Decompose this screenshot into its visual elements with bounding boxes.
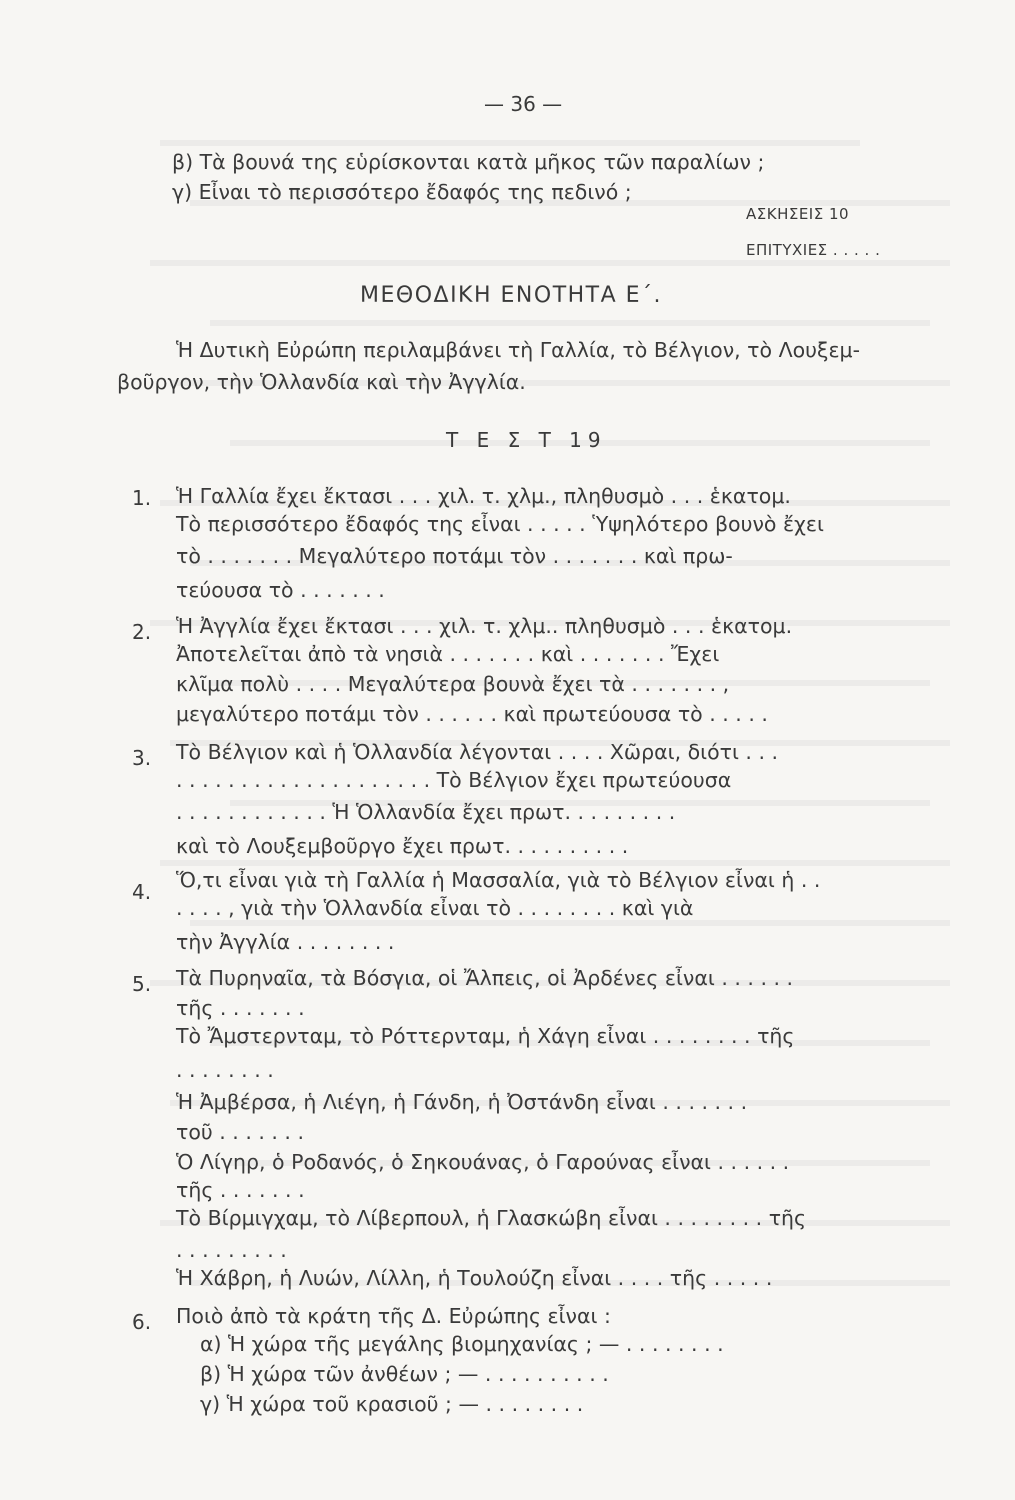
- item-line: Τὸ Βέλγιον καὶ ἡ Ὁλλανδία λέγονται . . . . Χῶραι, διότι . . .: [176, 740, 778, 764]
- sub-question: α) Ἡ χώρα τῆς μεγάλης βιομηχανίας ; — . . . . . . . .: [200, 1332, 724, 1356]
- intro-line: γ) Εἶναι τὸ περισσότερο ἔδαφός της πεδινό ;: [172, 180, 632, 204]
- intro-line: β) Τὰ βουνά της εὑρίσκονται κατὰ μῆκος τῶν παραλίων ;: [172, 150, 765, 174]
- item-line: κλῖμα πολὺ . . . . Μεγαλύτερα βουνὰ ἔχει τὰ . . . . . . . ,: [176, 672, 730, 696]
- item-line: τῆς . . . . . . .: [176, 1178, 305, 1202]
- item-line: Ἡ Γαλλία ἔχει ἔκτασι . . . χιλ. τ. χλμ., πληθυσμὸ . . . ἑκατομ.: [176, 484, 791, 508]
- item-line: Ἡ Χάβρη, ἡ Λυών, Λίλλη, ἡ Τουλούζη εἶναι . . . . τῆς . . . . .: [176, 1266, 773, 1290]
- successes-count: ΕΠΙΤΥΧΙΕΣ . . . . .: [746, 241, 881, 259]
- item-line: . . . . . . . . . . . . Ἡ Ὁλλανδία ἔχει πρωτ. . . . . . . . .: [176, 800, 676, 824]
- item-number: 5.: [132, 972, 152, 996]
- item-line: Ὅ,τι εἶναι γιὰ τὴ Γαλλία ἡ Μασσαλία, γιὰ τὸ Βέλγιον εἶναι ἡ . .: [176, 868, 821, 892]
- item-line: Ποιὸ ἀπὸ τὰ κράτη τῆς Δ. Εὐρώπης εἶναι :: [176, 1304, 611, 1328]
- item-line: Τὸ Βίρμιγχαμ, τὸ Λίβερπουλ, ἡ Γλασκώβη εἶναι . . . . . . . . τῆς: [176, 1206, 807, 1230]
- sub-question: β) Ἡ χώρα τῶν ἀνθέων ; — . . . . . . . . . .: [200, 1362, 609, 1386]
- item-line: μεγαλύτερο ποτάμι τὸν . . . . . . καὶ πρωτεύουσα τὸ . . . . .: [176, 702, 768, 726]
- item-number: 2.: [132, 620, 152, 644]
- item-line: τῆς . . . . . . .: [176, 996, 305, 1020]
- section-intro-line: βοῦργον, τὴν Ὁλλανδία καὶ τὴν Ἀγγλία.: [117, 370, 526, 394]
- item-line: Ἡ Ἀμβέρσα, ἡ Λιέγη, ἡ Γάνδη, ἡ Ὀστάνδη εἶναι . . . . . . .: [176, 1090, 748, 1114]
- section-title: ΜΕΘΟΔΙΚΗ ΕΝΟΤΗΤΑ Ε΄.: [360, 283, 663, 308]
- item-number: 6.: [132, 1310, 152, 1334]
- page-number: — 36 —: [484, 92, 563, 116]
- item-number: 4.: [132, 880, 152, 904]
- exercises-count: ΑΣΚΗΣΕΙΣ 10: [746, 205, 850, 223]
- item-line: καὶ τὸ Λουξεμβοῦργο ἔχει πρωτ. . . . . . . . . .: [176, 834, 629, 858]
- item-number: 3.: [132, 746, 152, 770]
- item-line: τεύουσα τὸ . . . . . . .: [176, 578, 385, 602]
- item-number: 1.: [132, 486, 152, 510]
- item-line: . . . . . . . . . . . . . . . . . . . . Τὸ Βέλγιον ἔχει πρωτεύουσα: [176, 768, 732, 792]
- item-line: τοῦ . . . . . . .: [176, 1120, 304, 1144]
- item-line: . . . . . . . . .: [176, 1238, 287, 1262]
- section-intro-line: Ἡ Δυτικὴ Εὐρώπη περιλαμβάνει τὴ Γαλλία, τὸ Βέλγιον, τὸ Λουξεμ-: [176, 338, 860, 362]
- sub-question: γ) Ἡ χώρα τοῦ κρασιοῦ ; — . . . . . . . .: [200, 1392, 584, 1416]
- item-line: . . . . , γιὰ τὴν Ὁλλανδία εἶναι τὸ . . . . . . . . καὶ γιὰ: [176, 896, 694, 920]
- item-line: Τὰ Πυρηναῖα, τὰ Βόσγια, οἱ Ἄλπεις, οἱ Ἀρδένες εἶναι . . . . . .: [176, 966, 794, 990]
- test-title: Τ Ε Σ Τ 19: [446, 428, 607, 452]
- item-line: Τὸ Ἄμστερνταμ, τὸ Ρόττερνταμ, ἡ Χάγη εἶναι . . . . . . . . τῆς: [176, 1024, 795, 1048]
- item-line: Ὁ Λίγηρ, ὁ Ροδανός, ὁ Σηκουάνας, ὁ Γαρούνας εἶναι . . . . . .: [176, 1150, 790, 1174]
- item-line: Ἀποτελεῖται ἀπὸ τὰ νησιὰ . . . . . . . καὶ . . . . . . . Ἔχει: [176, 642, 720, 666]
- item-line: . . . . . . . .: [176, 1058, 274, 1082]
- item-line: τὴν Ἀγγλία . . . . . . . .: [176, 930, 395, 954]
- item-line: τὸ . . . . . . . Μεγαλύτερο ποτάμι τὸν . . . . . . . καὶ πρω-: [176, 544, 733, 568]
- item-line: Ἡ Ἀγγλία ἔχει ἔκτασι . . . χιλ. τ. χλμ.. πληθυσμὸ . . . ἑκατομ.: [176, 614, 793, 638]
- item-line: Τὸ περισσότερο ἔδαφός της εἶναι . . . . . Ὑψηλότερο βουνὸ ἔχει: [176, 512, 824, 536]
